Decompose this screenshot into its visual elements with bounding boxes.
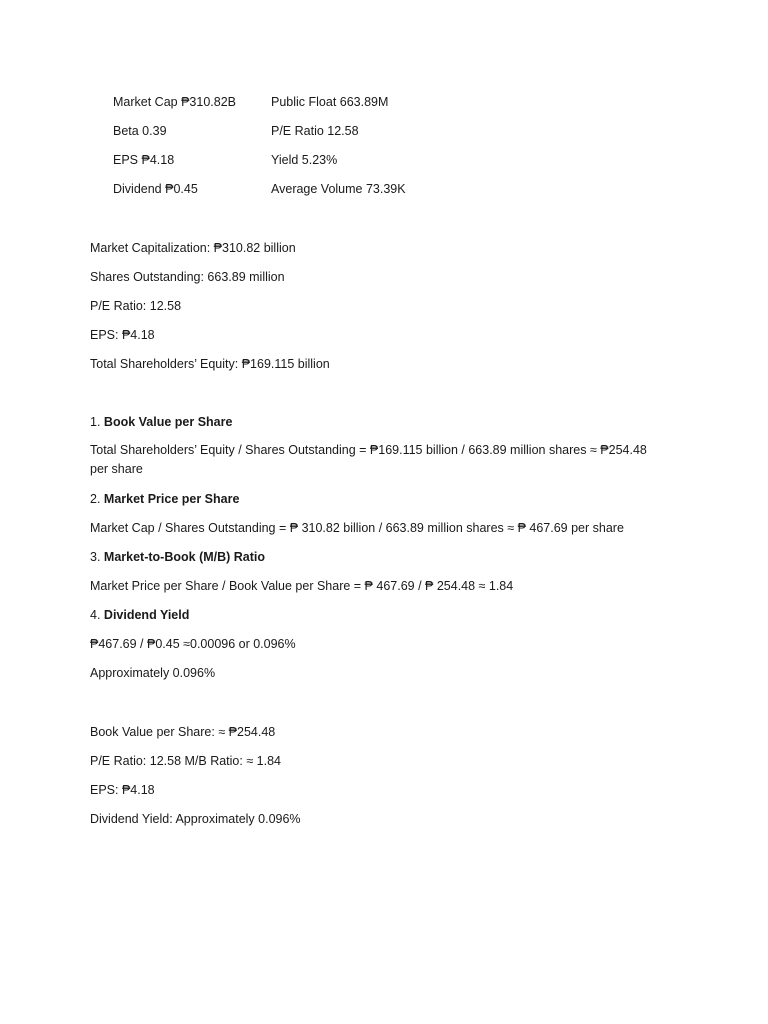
summary-row — [113, 152, 473, 181]
step-number: 2. — [90, 492, 101, 506]
market-cap-cell: Market Cap ₱310.82B — [113, 95, 236, 109]
given-equity: Total Shareholders’ Equity: ₱169.115 billion — [90, 357, 330, 371]
step-text: Market Price per Share / Book Value per Share = ₱ 467.69 / ₱ 254.48 ≈ 1.84 — [90, 579, 514, 593]
step-text: Total Shareholders’ Equity / Shares Outstanding = ₱169.115 billion / 663.89 million shares ≈ ₱254.48 per share — [90, 443, 647, 476]
step-heading — [90, 414, 670, 430]
step-extra-text: Approximately 0.096% — [90, 666, 216, 680]
step-title: Dividend Yield — [103, 608, 190, 622]
pe-ratio-cell: P/E Ratio 12.58 — [271, 124, 359, 138]
step-text: Market Cap / Shares Outstanding = ₱ 310.82 billion / 663.89 million shares ≈ ₱ 467.69 per share — [90, 521, 624, 535]
given-shares-outstanding: Shares Outstanding: 663.89 million — [90, 270, 285, 284]
step-heading — [90, 607, 670, 623]
beta-cell: Beta 0.39 — [113, 124, 167, 138]
step-title: Book Value per Share — [103, 415, 233, 429]
step-number: 4. — [90, 608, 101, 622]
given-market-cap: Market Capitalization: ₱310.82 billion — [90, 241, 296, 255]
public-float-cell: Public Float 663.89M — [271, 95, 389, 109]
summary-row — [113, 123, 473, 152]
step-heading — [90, 491, 670, 507]
summary-row — [113, 94, 473, 123]
average-volume-cell: Average Volume 73.39K — [271, 182, 406, 196]
step-title: Market-to-Book (M/B) Ratio — [103, 550, 266, 564]
eps-cell: EPS ₱4.18 — [113, 153, 175, 167]
yield-cell: Yield 5.23% — [271, 153, 338, 167]
step-number: 1. — [90, 415, 101, 429]
step-number: 3. — [90, 550, 101, 564]
summary-row — [113, 181, 473, 210]
given-eps: EPS: ₱4.18 — [90, 328, 155, 342]
step-title: Market Price per Share — [103, 492, 240, 506]
result-book-value: Book Value per Share: ≈ ₱254.48 — [90, 725, 276, 739]
result-eps: EPS: ₱4.18 — [90, 783, 155, 797]
step-heading — [90, 549, 670, 565]
stock-summary-table — [113, 94, 473, 210]
dividend-cell: Dividend ₱0.45 — [113, 182, 198, 196]
result-pe-mb: P/E Ratio: 12.58 M/B Ratio: ≈ 1.84 — [90, 754, 281, 768]
step-text: ₱467.69 / ₱0.45 ≈0.00096 or 0.096% — [90, 637, 296, 651]
given-pe-ratio: P/E Ratio: 12.58 — [90, 299, 182, 313]
result-dividend-yield: Dividend Yield: Approximately 0.096% — [90, 812, 301, 826]
